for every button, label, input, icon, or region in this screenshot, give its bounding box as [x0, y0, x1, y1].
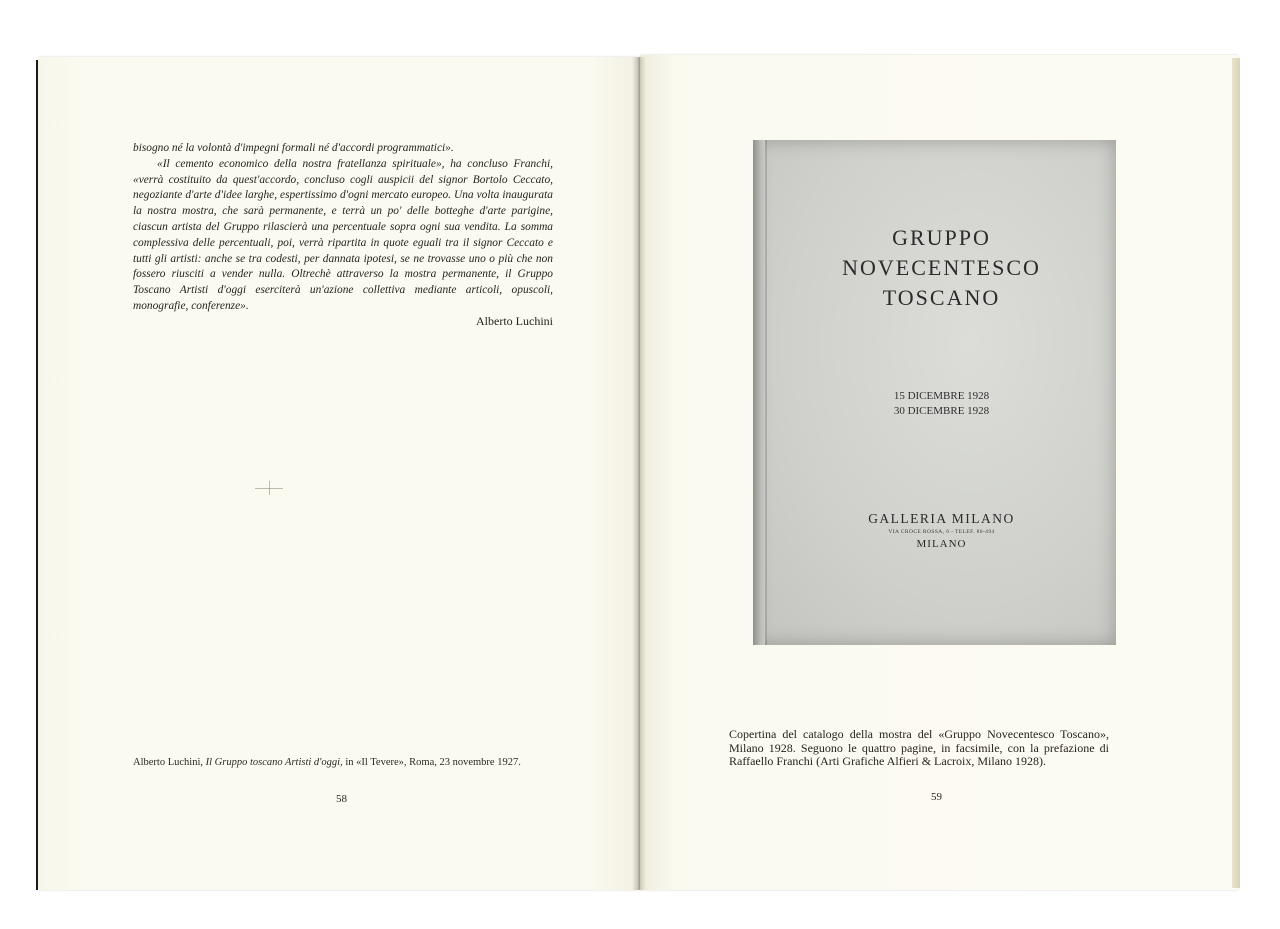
- cover-dates: [767, 389, 1116, 419]
- body-paragraph: bisogno né la volontà d'impegni formali né d'accordi programmatici».: [133, 142, 454, 154]
- cover-title-line: GRUPPO: [892, 225, 991, 250]
- catalog-cover-photo: [753, 140, 1116, 645]
- photo-caption: Copertina del catalogo della mostra del «Gruppo Novecentesco Toscano», Milano 1928. Seguono le quattro pagine, in facsimile, con la prefazione di Raffaello Franchi (Arti Grafiche Alfieri & Lacroix, Milano 1928).: [729, 727, 1109, 768]
- cover-title-line: NOVECENTESCO: [842, 255, 1041, 280]
- page-number-right: 59: [931, 791, 942, 803]
- cover-date-end: 30 DICEMBRE 1928: [893, 405, 990, 417]
- footnote: [133, 757, 563, 768]
- signature: Alberto Luchini: [476, 314, 553, 328]
- cover-date-start: 15 DICEMBRE 1928: [893, 390, 990, 402]
- cover-city: MILANO: [916, 538, 967, 550]
- cover-address: VIA CROCE ROSSA, 6 - TELEF. 86-494: [888, 529, 995, 535]
- cover-spine: [753, 140, 765, 645]
- footnote-author: Alberto Luchini,: [133, 757, 206, 768]
- cover-gallery-name: GALLERIA MILANO: [868, 511, 1015, 526]
- page-number-left: 58: [336, 793, 347, 805]
- cover-title-line: TOSCANO: [882, 285, 1001, 310]
- cover-title: [767, 223, 1116, 313]
- footnote-source: in «Il Tevere», Roma, 23 novembre 1927.: [342, 757, 521, 768]
- body-paragraph: «Il cemento economico della nostra fratellanza spirituale», ha concluso Franchi, «verrà costituito da quest'accordo, concluso cogli auspicii del signor Bortolo Ceccato, negoziante d'arte d'idee larghe, espertissimo d'ogni mercato europeo. Una volta inaugurata la nostra mostra, che sarà permanente, e terrà un po' delle botteghe d'arte parigine, ciascun artista del Gruppo rilascierà una percentuale sopra ogni sua vendita. La somma complessiva delle percentuali, poi, verrà ripartita in quote eguali tra il signor Ceccato e tutti gli artisti: anche se tra codesti, per dannata ipotesi, se ne trovasse uno o più che non fossero riusciti a vender nulla. Oltrechè attraverso la mostra permanente, il Gruppo Toscano Artisti d'oggi eserciterà un'azione collettiva mediante articoli, opuscoli, monografie, conferenze».: [133, 157, 553, 312]
- book-gutter: [632, 57, 646, 890]
- book-edge-right: [1232, 58, 1240, 888]
- footnote-work: Il Gruppo toscano Artisti d'oggi,: [205, 757, 343, 768]
- paper-mark: [269, 481, 270, 495]
- body-text: [133, 141, 553, 315]
